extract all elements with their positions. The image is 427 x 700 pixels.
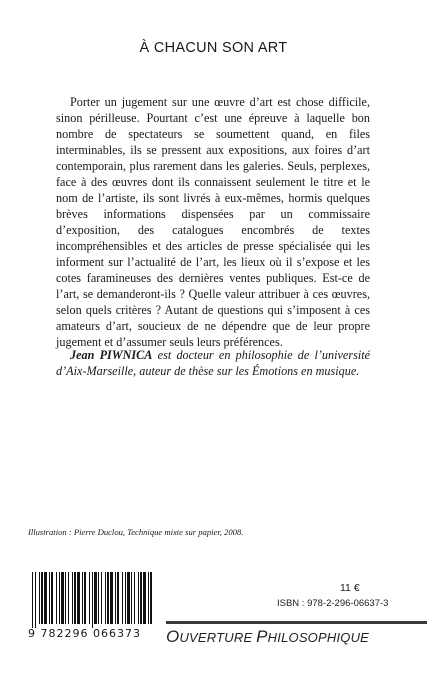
isbn: ISBN : 978-2-296-06637-3 xyxy=(277,598,389,609)
series-divider xyxy=(166,621,427,624)
series-name xyxy=(166,627,369,647)
illustration-credit: Illustration : Pierre Duclou, Technique mixte sur papier, 2008. xyxy=(28,527,244,537)
series-initial-2: P xyxy=(256,627,268,646)
barcode-digits: 9 782296 066373 xyxy=(28,627,141,640)
series-initial-1: O xyxy=(166,627,180,646)
author-bio: est docteur en philosophie de l’université d’Aix-Marseille, auteur de thèse sur les Émotions en musique. xyxy=(56,348,370,378)
series-rest-2: HILOSOPHIQUE xyxy=(267,630,370,645)
price: 11 € xyxy=(340,582,360,594)
author-bio-paragraph xyxy=(56,347,370,379)
series-rest-1: UVERTURE xyxy=(179,630,257,645)
book-title: À CHACUN SON ART xyxy=(139,40,288,56)
barcode-icon xyxy=(30,572,156,628)
author-name: Jean PIWNICA xyxy=(70,348,153,362)
description-paragraph: Porter un jugement sur une œuvre d’art est chose difficile, sinon périlleuse. Pourtant c’est une épreuve à laquelle bon nombre de spectateurs se soumettent quand, en files interminables, ils se pressent aux expositions, aux foires d’art contemporain, plus rarement dans les galeries. Seuls, perplexes, face à des œuvres dont ils connaissent seulement le titre et le nom de l’artiste, ils sont livrés à eux-mêmes, hormis quelques brèves informations dispensées par un commissaire d’exposition, des catalogues encombrés de textes incompréhensibles et des articles de presse spécialisée qui les informent sur l’actualité de l’art, les lieux où il s’expose et les cotes faramineuses des dernières ventes publiques. Est-ce de l’art, se demanderont-ils ? Quelle valeur attribuer à ces œuvres, selon quels critères ? Autant de questions qui s’imposent à ces amateurs d’art, soucieux de ne dépendre que de leur propre jugement et d’assumer seuls leurs préférences. xyxy=(56,95,370,349)
